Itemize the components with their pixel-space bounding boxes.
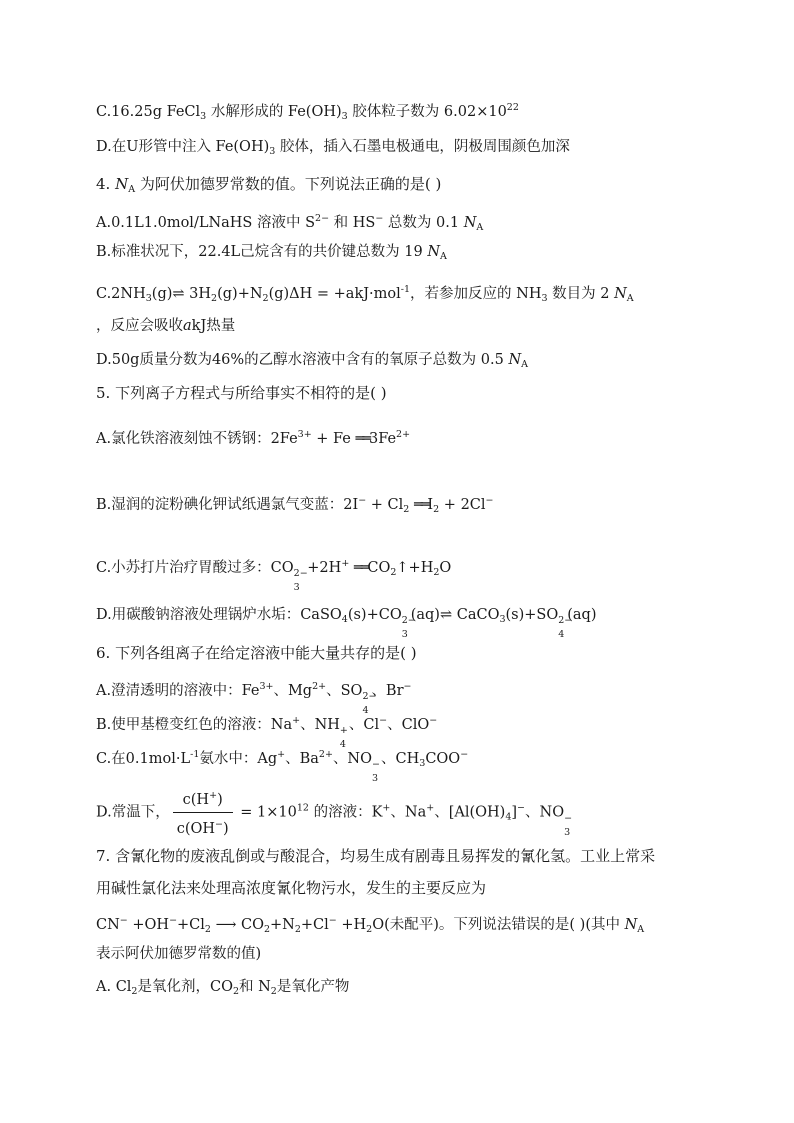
question-7-stem-1: 7. 含氰化物的废液乱倒或与酸混合，均易生成有剧毒且易挥发的氰化氢。工业上常采 — [96, 847, 656, 865]
option-4c-cont: ，反应会吸收akJ热量 — [96, 318, 236, 334]
question-4-stem: 4. $N_A$ 为阿伏加德罗常数的值。下列说法正确的是( ) — [96, 175, 442, 195]
fraction-h-oh: $\frac{c(H^+)}{c(OH^-)}$ — [173, 786, 233, 839]
option-5b: B.湿润的淀粉碘化钾试纸遇氯气变蓝：$2I^- + Cl_2$ $══I_2 + 2Cl^-$ — [96, 495, 494, 515]
option-6b: B.使甲基橙变红色的溶液：Na+、NH + 4 、Cl−、ClO− — [96, 715, 438, 750]
question-6-stem: 6. 下列各组离子在给定溶液中能大量共存的是( ) — [96, 644, 417, 662]
option-4a: A.0.1L1.0mol/LNaHS 溶液中 $S^{2-}$ 和 HS− 总数为 0.1 $N_A$ — [96, 213, 484, 233]
question-7-stem-2: 用碱性氯化法来处理高浓度氰化物污水，发生的主要反应为 — [96, 879, 487, 897]
option-6d: D.常温下， $\frac{c(H^+)}{c(OH^-)}$ = $1\times 10^{12}$ 的溶液：K+、Na+、$[Al(OH)_4]^-$、NO − 3 — [96, 786, 573, 839]
question-7-equation: $CN^- +OH^-+Cl_2$ ⟶ $CO_2+N_2+Cl^- +H_2O$(未配平)。下列说法错误的是( )(其中 $N_A$ — [96, 915, 645, 935]
option-5d: D.用碳酸钠溶液处理锅炉水垢：CaSO$_4$(s)+CO 2− 3 (aq)⇌ CaCO$_3$(s)+SO 2− 4 (aq) — [96, 607, 597, 640]
option-4c: $C.2NH_3(g)\rightleftharpoons$ $3H_2(g)+N_2(g)\Delta H = +akJ\cdot mol^{-1}$，若参加反应的 $NH_3$ 数目为 2 $N_A$ — [96, 284, 634, 304]
option-5a: A.氯化铁溶液刻蚀不锈钢：$2Fe^{3+} + Fe$ $══3Fe^{2+}$ — [96, 429, 411, 447]
option-4b: B.标准状况下，22.4L己烷含有的共价键总数为 19 $N_A$ — [96, 244, 447, 262]
question-5-stem: 5. 下列离子方程式与所给事实不相符的是( ) — [96, 384, 387, 402]
option-6c: C.在$0.1mol\cdot L^{-1}$氨水中：Ag+、$Ba^{2+}$、NO − 3 、$CH_3COO^-$ — [96, 749, 469, 784]
option-4d: D.50g质量分数为46%的乙醇水溶液中含有的氧原子总数为 0.5 $N_A$ — [96, 352, 529, 370]
option-3d: D.在U形管中注入 $Fe(OH)_3$ 胶体，插入石墨电极通电，阴极周围颜色加深 — [96, 139, 570, 157]
option-5c: C.小苏打片治疗胃酸过多：CO 2− 3 +2H+ $══CO_2↑+H_2O$ — [96, 558, 452, 593]
question-7-stem-3: 表示阿伏加德罗常数的值) — [96, 946, 262, 962]
option-6a: A.澄清透明的溶液中：$Fe^{3+}$、$Mg^{2+}$、SO 2− 4 、Br− — [96, 681, 412, 716]
option-3c: C.16.25g FeCl$_3$ 水解形成的 $Fe(OH)_3$ 胶体粒子数为 $6.02\times 10^{22}$ — [96, 102, 519, 122]
option-7a: A. $Cl_2$是氧化剂，$CO_2$和 $N_2$是氧化产物 — [96, 979, 350, 997]
